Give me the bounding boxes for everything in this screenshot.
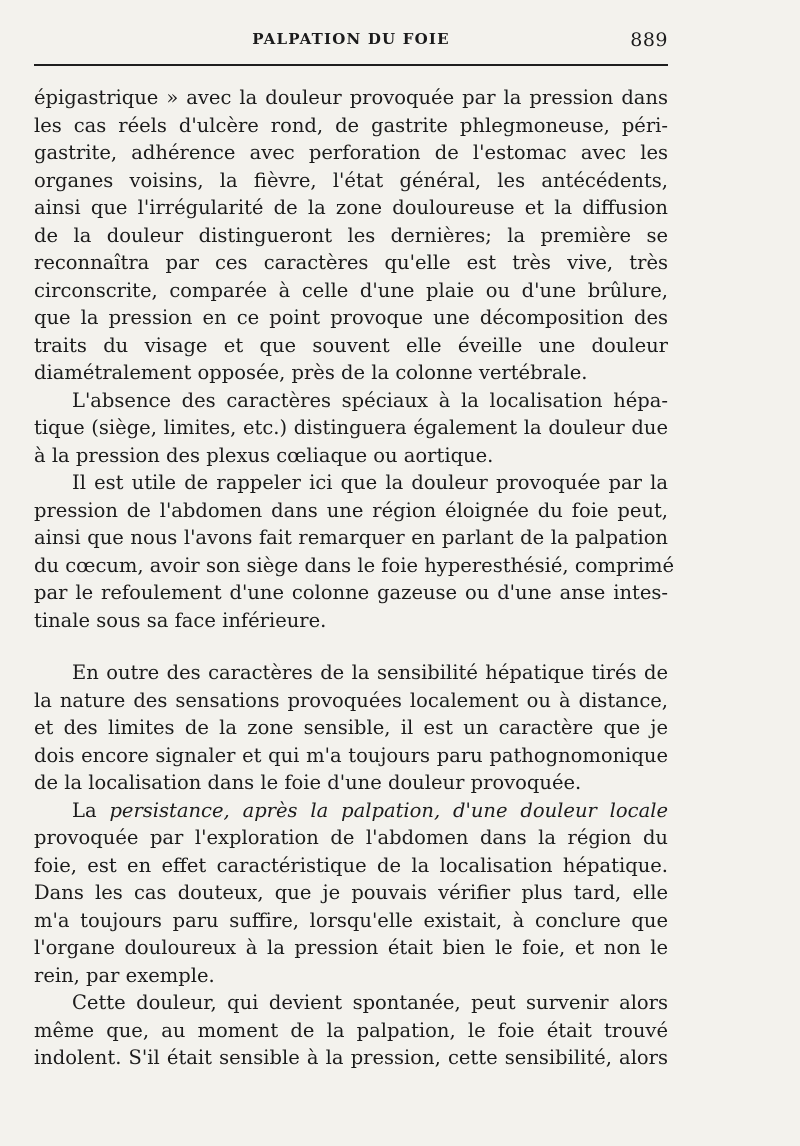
text-line: par le refoulement d'une colonne gazeuse ou d'une anse intes-: [34, 581, 668, 604]
paragraph: [34, 797, 668, 990]
text-line: et des limites de la zone sensible, il est un caractère que je: [34, 716, 668, 739]
text-line: indolent. S'il était sensible à la pression, cette sensibilité, alors: [34, 1046, 668, 1069]
text-line: diamétralement opposée, près de la colonne vertébrale.: [34, 361, 588, 384]
text-line: que la pression en ce point provoque une décomposition des: [34, 306, 668, 329]
page-number: 889: [630, 29, 668, 51]
paragraph: [34, 84, 668, 387]
text-line: traits du visage et que souvent elle éveille une douleur: [34, 333, 668, 357]
text-line: ainsi que nous l'avons fait remarquer en parlant de la palpation: [34, 526, 668, 549]
text-line: dois encore signaler et qui m'a toujours paru pathognomonique: [34, 743, 668, 767]
text-line: du cœcum, avoir son siège dans le foie hyperesthésié, comprimé: [34, 553, 675, 577]
text-line: de la douleur distingueront les dernières; la première se: [34, 223, 668, 247]
text-line: provoquée par l'exploration de l'abdomen dans la région du: [34, 826, 668, 849]
text-line: Il est utile de rappeler ici que la douleur provoquée par la: [72, 471, 668, 494]
section-break: [34, 634, 668, 659]
text-line: reconnaîtra par ces caractères qu'elle est très vive, très: [34, 251, 668, 274]
text-line: pression de l'abdomen dans une région éloignée du foie peut,: [34, 498, 668, 522]
text-line: la nature des sensations provoquées localement ou à distance,: [34, 688, 668, 712]
text-line: m'a toujours paru suffire, lorsqu'elle existait, à conclure que: [34, 908, 668, 932]
text-line: foie, est en effet caractéristique de la localisation hépatique.: [34, 853, 668, 877]
text-line: l'organe douloureux à la pression était bien le foie, et non le: [34, 936, 668, 959]
text-line: épigastrique » avec la douleur provoquée par la pression dans: [34, 86, 668, 109]
header-rule: [34, 64, 668, 66]
text-line: les cas réels d'ulcère rond, de gastrite phlegmoneuse, péri-: [34, 113, 668, 137]
emphasis-text: persistance, après la palpation, d'une douleur locale: [109, 798, 668, 822]
text-line: ainsi que l'irrégularité de la zone douloureuse et la diffusion: [34, 196, 668, 219]
paragraph: [34, 989, 668, 1072]
text-line: organes voisins, la fièvre, l'état général, les antécédents,: [34, 168, 668, 192]
text-line: à la pression des plexus cœliaque ou aortique.: [34, 443, 494, 467]
text-line: même que, au moment de la palpation, le foie était trouvé: [34, 1018, 668, 1042]
text-line: rein, par exemple.: [34, 963, 215, 987]
text-line: gastrite, adhérence avec perforation de l'estomac avec les: [34, 141, 668, 164]
text-line: En outre des caractères de la sensibilité hépatique tirés de: [72, 661, 668, 684]
running-header: [34, 30, 668, 58]
body-text: [34, 84, 675, 1072]
paragraph: [34, 387, 668, 470]
text-line: L'absence des caractères spéciaux à la localisation hépa-: [72, 388, 668, 412]
running-title: PALPATION DU FOIE: [252, 30, 450, 48]
text-line: tinale sous sa face inférieure.: [34, 608, 327, 632]
text-line: Cette douleur, qui devient spontanée, peut survenir alors: [72, 991, 668, 1014]
text-line: Dans les cas douteux, que je pouvais vérifier plus tard, elle: [34, 881, 668, 904]
text-line: de la localisation dans le foie d'une douleur provoquée.: [34, 771, 582, 794]
text-line: circonscrite, comparée à celle d'une plaie ou d'une brûlure,: [34, 278, 668, 302]
text-run: La: [72, 798, 110, 822]
paragraph: [34, 659, 668, 797]
text-line: [34, 797, 668, 825]
text-line: tique (siège, limites, etc.) distinguera également la douleur due: [34, 416, 668, 439]
paragraph: [34, 469, 675, 634]
